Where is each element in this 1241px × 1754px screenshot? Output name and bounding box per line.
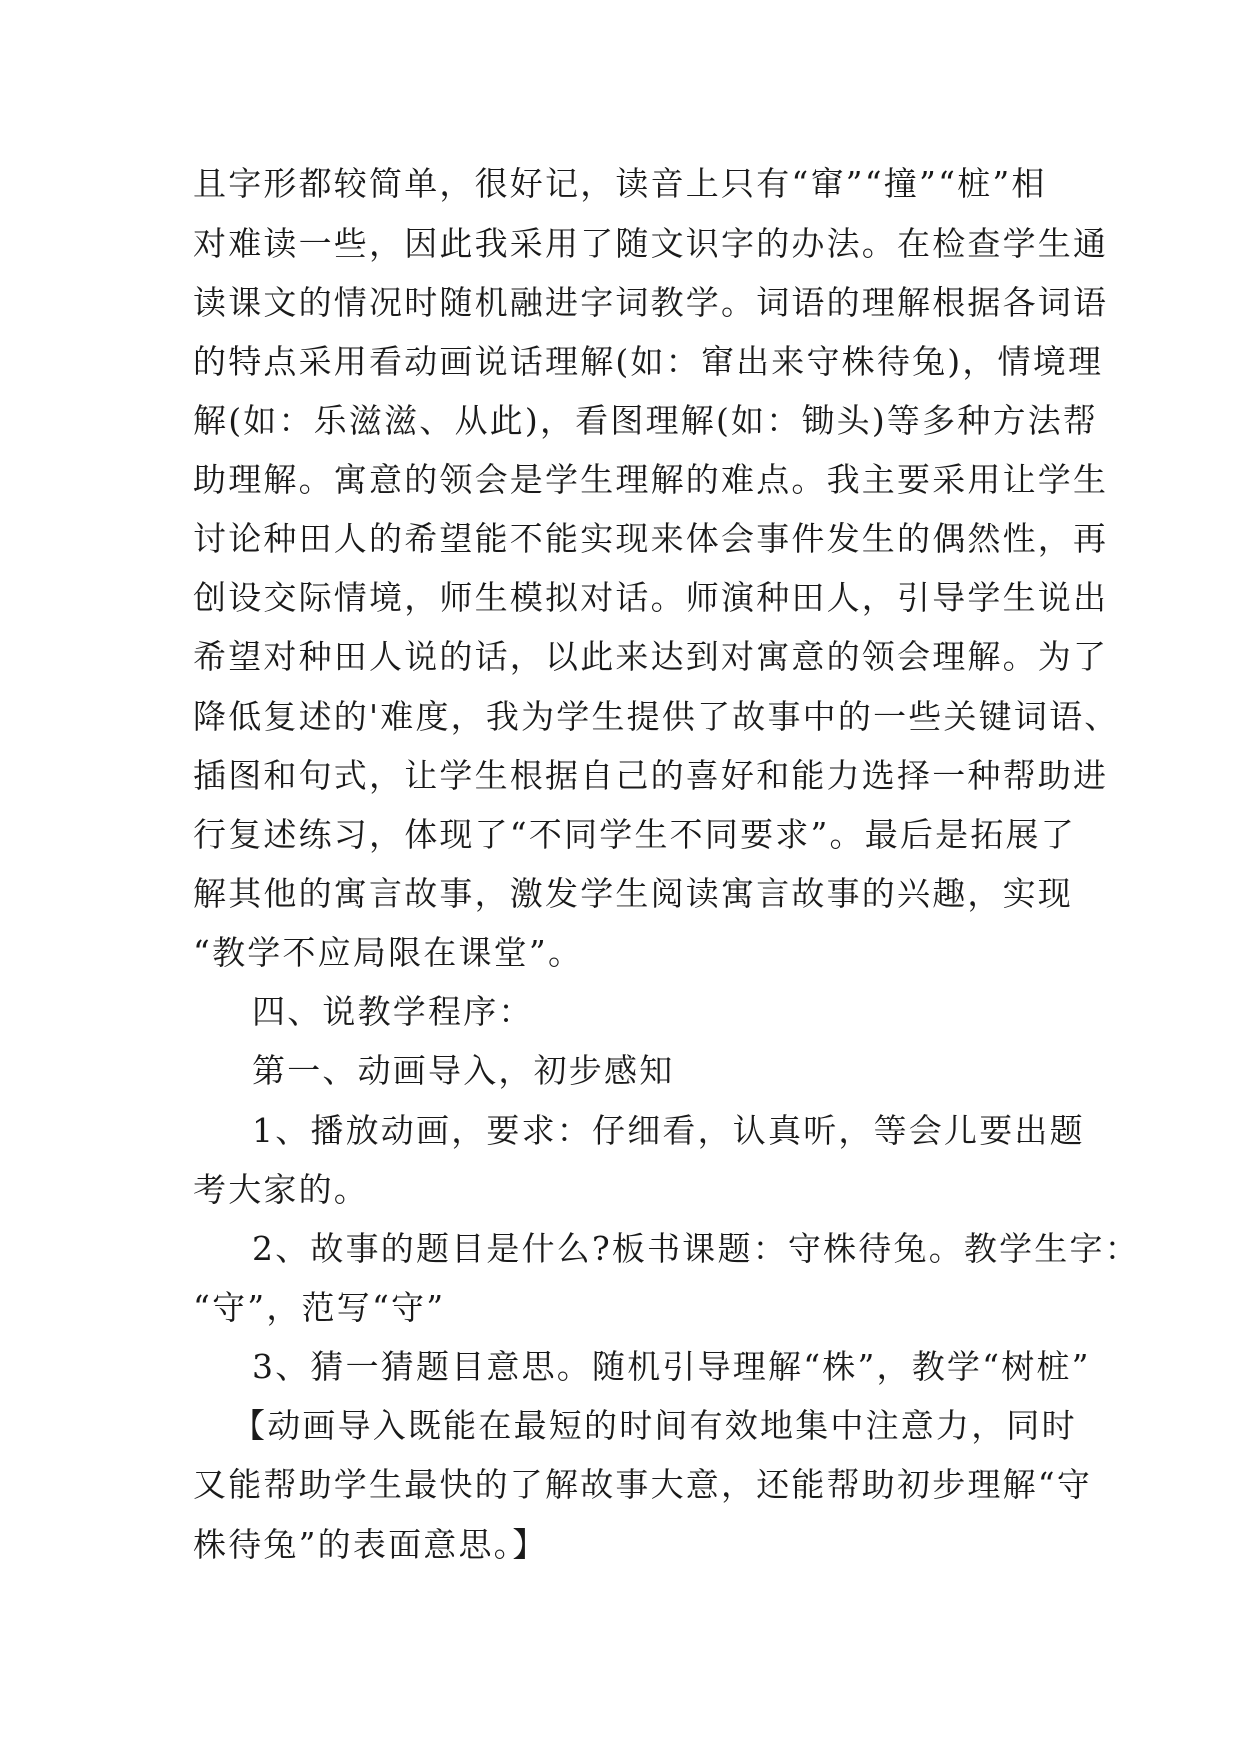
commentary-line: 又能帮助学生最快的了解故事大意，还能帮助初步理解“守 bbox=[193, 1465, 1093, 1504]
text-line: 的特点采用看动画说话理解(如：窜出来守株待兔)，情境理 bbox=[193, 342, 1104, 381]
commentary-line: 【动画导入既能在最短的时间有效地集中注意力，同时 bbox=[232, 1406, 1077, 1445]
text-line: 解(如：乐滋滋、从此)，看图理解(如：锄头)等多种方法帮 bbox=[193, 401, 1099, 440]
text-line: 插图和句式，让学生根据自己的喜好和能力选择一种帮助进 bbox=[193, 756, 1109, 795]
commentary-line: 株待兔”的表面意思。】 bbox=[193, 1525, 548, 1564]
text-line: 且字形都较简单，很好记，读音上只有“窜”“撞”“桩”相 bbox=[193, 164, 1047, 203]
text-line: 希望对种田人说的话，以此来达到对寓意的领会理解。为了 bbox=[193, 637, 1109, 676]
text-line: 降低复述的'难度，我为学生提供了故事中的一些关键词语、 bbox=[193, 697, 1120, 736]
text-line: 考大家的。 bbox=[193, 1170, 369, 1209]
subsection-heading: 第一、动画导入，初步感知 bbox=[252, 1051, 675, 1090]
text-line: 3、猜一猜题目意思。随机引导理解“株”，教学“树桩” bbox=[252, 1347, 1091, 1386]
text-line: 读课文的情况时随机融进字词教学。词语的理解根据各词语 bbox=[193, 283, 1109, 322]
text-line: 行复述练习，体现了“不同学生不同要求”。最后是拓展了 bbox=[193, 815, 1076, 854]
text-line: 创设交际情境，师生模拟对话。师演种田人，引导学生说出 bbox=[193, 578, 1109, 617]
text-line: 1、播放动画，要求：仔细看，认真听，等会儿要出题 bbox=[252, 1111, 1085, 1150]
text-line: 2、故事的题目是什么?板书课题：守株待兔。教学生字： bbox=[252, 1229, 1140, 1268]
text-line: 对难读一些，因此我采用了随文识字的办法。在检查学生通 bbox=[193, 224, 1109, 263]
text-line: 讨论种田人的希望能不能实现来体会事件发生的偶然性，再 bbox=[193, 519, 1109, 558]
text-line: 解其他的寓言故事，激发学生阅读寓言故事的兴趣，实现 bbox=[193, 874, 1073, 913]
text-line: 助理解。寓意的领会是学生理解的难点。我主要采用让学生 bbox=[193, 460, 1109, 499]
text-line: “教学不应局限在课堂”。 bbox=[193, 933, 584, 972]
section-heading: 四、说教学程序： bbox=[252, 992, 534, 1031]
text-line: “守”，范写“守” bbox=[193, 1288, 446, 1327]
